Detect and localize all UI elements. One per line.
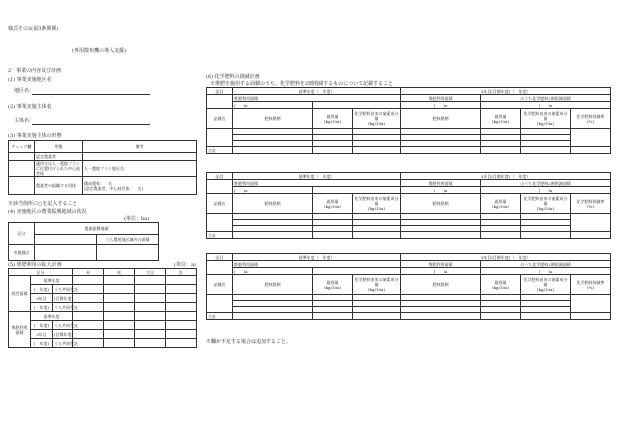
cell[interactable] (135, 339, 166, 348)
blank-cell (313, 187, 401, 194)
col-category: 形態 (35, 141, 83, 153)
cell[interactable] (73, 312, 104, 321)
year3-text: 3年目 (36, 331, 47, 337)
member-core-count: (認定農業者、中心経営体： 名) (84, 185, 144, 191)
compost-area-label: 堆肥利用面積 (233, 95, 401, 102)
cell (233, 147, 313, 154)
fertilizer-reduction-table-3 (206, 253, 611, 320)
compost-area-label: 堆肥利用面積 (233, 180, 401, 187)
cell[interactable] (135, 285, 166, 294)
amount-col (313, 194, 353, 214)
compost-area-label: 堆肥利用面積 (401, 261, 481, 268)
chem-n-col (353, 109, 401, 129)
reduction-rate-col (571, 109, 611, 129)
chem-unit: (kg/10a) (537, 287, 554, 292)
chem-n-col (521, 275, 571, 295)
cell (481, 313, 521, 320)
chem-n-col (353, 194, 401, 214)
group-compost-area: 堆肥利用面積 (9, 312, 31, 348)
amount-text: 施用量 (494, 279, 507, 285)
rate-input[interactable] (571, 295, 611, 313)
cell (481, 232, 521, 239)
fertilizer-reduction-table-1 (206, 87, 611, 154)
cell[interactable] (135, 294, 166, 303)
compost-area-label: 堆肥利用面積 (401, 180, 481, 187)
rate-unit: (%) (587, 284, 594, 290)
col-total: 計 (166, 269, 197, 276)
cell (233, 232, 313, 239)
cell[interactable] (166, 294, 197, 303)
amount-unit: (kg/10a) (492, 118, 509, 124)
check-cell-3[interactable] (9, 177, 35, 195)
col-farmland: うち農用地区域内の面積 (97, 235, 159, 245)
amount-col (313, 275, 353, 295)
reduce-area-label (481, 261, 611, 268)
compost-area-label: 堆肥利用面積 (401, 95, 481, 102)
cell (313, 232, 353, 239)
amount-unit: (kg/10a) (324, 284, 341, 290)
member-note (83, 177, 197, 195)
cell[interactable] (135, 330, 166, 339)
unit-ha: (単位：ha) (124, 216, 150, 222)
reduce-area-label (481, 180, 611, 187)
cell (353, 232, 401, 239)
check-cell-1[interactable] (9, 153, 35, 161)
area-input[interactable] (207, 180, 233, 194)
cell[interactable] (104, 276, 135, 285)
item-3-heading: (3) 事業実施主体の形態 (8, 133, 62, 139)
cell[interactable] (166, 303, 197, 312)
year3-header: 3年目(目標年度)（ 年度） (401, 173, 611, 180)
item-4-heading: (4) 実施地区の農業振興地域の状況 (8, 209, 87, 215)
amount-col (481, 194, 521, 214)
chem-n-col (521, 109, 571, 129)
cell[interactable] (166, 276, 197, 285)
reduce-area-text: 化学肥料2割削減面積 (532, 95, 571, 101)
cell (401, 232, 481, 239)
promotion-area-table (8, 222, 159, 261)
compost-area-value[interactable]: ( )a (401, 268, 481, 275)
cell (401, 313, 481, 320)
item-1-heading: (1) 事業実施地区名 (8, 77, 52, 83)
rate-unit: (%) (587, 118, 594, 124)
chem-unit: (kg/10a) (537, 206, 554, 211)
form-subtitle: (専用散布機の導入支援) (72, 48, 126, 54)
joint-label: うち共同受託 (54, 304, 78, 310)
amount-unit: (kg/10a) (324, 203, 341, 209)
cell[interactable] (166, 285, 197, 294)
variety-input[interactable] (207, 295, 233, 313)
cell (571, 147, 611, 154)
compost-expansion-table (8, 268, 197, 348)
col-kubun: 区分 (9, 223, 35, 245)
note-cell-1[interactable] (83, 153, 197, 161)
base-year-paren: ( 年度) (31, 285, 53, 294)
year3-header: 3年目(目標年度)（ 年度） (401, 254, 611, 261)
fert-brand-col: 肥料銘柄 (401, 194, 481, 214)
fert-brand-col: 肥料銘柄 (401, 109, 481, 129)
cell (571, 232, 611, 239)
reduce-area-text: 化学肥料2割削減面積 (532, 261, 571, 267)
amount-text: 施用量 (326, 113, 339, 119)
compost-area-label: 堆肥利用面積 (233, 261, 401, 268)
reduction-rate-col (571, 275, 611, 295)
base-year-paren: ( 年度) (31, 321, 53, 330)
cell (571, 313, 611, 320)
compost-area-value[interactable]: ( )a (233, 187, 313, 194)
promotion-total (35, 235, 97, 245)
area-col: 品目 (207, 88, 233, 95)
total-row-label: 合計 (207, 313, 233, 320)
fert-brand-col: 肥料銘柄 (233, 275, 313, 295)
col-check: チェック欄 (9, 141, 35, 153)
cell[interactable] (104, 321, 135, 330)
entity-field[interactable] (32, 124, 150, 125)
entity-label: 主体名： (14, 118, 35, 124)
check-cell-2[interactable] (9, 161, 35, 177)
cell (521, 232, 571, 239)
compost-area-value[interactable]: ( )a (401, 102, 481, 109)
chem-text: 化学肥料由来の窒素成分量 (354, 277, 399, 287)
type-certified: 認定農業者 (35, 153, 83, 161)
cell (353, 313, 401, 320)
cell (401, 147, 481, 154)
amount-text: 施用量 (494, 198, 507, 204)
amount-text: 施用量 (494, 113, 507, 119)
chem-text: 化学肥料由来の窒素成分量 (523, 111, 568, 121)
joint-label: うち共同受託 (54, 322, 78, 328)
compost-area-value[interactable]: ( )a (401, 187, 481, 194)
variety-input[interactable] (207, 214, 233, 232)
variety-input[interactable] (207, 129, 233, 147)
amount-col (481, 275, 521, 295)
section-title: 2 事業の内容及び計画 (8, 68, 62, 74)
reduce-area-text: 化学肥料2割削減面積 (532, 180, 571, 186)
year3-label (31, 330, 53, 339)
col-note: 備考 (83, 141, 197, 153)
rate-text: 化学肥料削減率 (576, 198, 605, 204)
variety-col: 品種名 (207, 275, 233, 295)
compost-area-value[interactable]: ( )a (233, 268, 313, 275)
cell (481, 147, 521, 154)
cell[interactable] (73, 276, 104, 285)
cell[interactable] (135, 321, 166, 330)
reduce-area-value[interactable]: ( )a (481, 268, 611, 275)
rate-input[interactable] (571, 129, 611, 147)
cell[interactable] (104, 330, 135, 339)
chem-text: 化学肥料由来の窒素成分量 (523, 277, 568, 287)
chem-n-col (353, 275, 401, 295)
chem-text: 化学肥料由来の窒素成分量 (354, 196, 399, 206)
reduce-area-value[interactable]: ( )a (481, 102, 611, 109)
amount-text: 施用量 (326, 198, 339, 204)
variety-col: 品種名 (207, 109, 233, 129)
entity-type-table (8, 140, 197, 195)
section-6-heading: (6) 化学肥料の削減計画 (206, 74, 260, 80)
amount-col (481, 109, 521, 129)
type-core: 適用又は人・農地プランに位置付けられた中心経営体 (35, 161, 83, 177)
reduce-prefix: のうち (520, 261, 533, 267)
cell (521, 313, 571, 320)
total-row-label: 合計 (207, 232, 233, 239)
cell (521, 147, 571, 154)
cell (313, 313, 353, 320)
rate-text: 化学肥料削減率 (576, 279, 605, 285)
amount-text: 施用量 (326, 279, 339, 285)
reduce-area-value[interactable]: ( )a (481, 187, 611, 194)
year3-text: 3年目 (36, 295, 47, 301)
chem-unit: (kg/10a) (368, 287, 385, 292)
amount-unit: (kg/10a) (324, 118, 341, 124)
cell (233, 313, 313, 320)
group-managed-area: 経営面積 (9, 276, 31, 312)
chem-text: 化学肥料由来の窒素成分量 (523, 196, 568, 206)
cell[interactable] (135, 312, 166, 321)
chem-text: 化学肥料由来の窒素成分量 (354, 111, 399, 121)
cell (353, 147, 401, 154)
unit-a: (単位：a) (174, 262, 196, 268)
rate-unit: (%) (587, 203, 594, 209)
cell[interactable] (166, 312, 197, 321)
chem-unit: (kg/10a) (368, 206, 385, 211)
plan-district-note: 人・農地プラン地区名： (83, 161, 197, 177)
farmland-value[interactable] (97, 245, 159, 261)
area-input[interactable] (207, 95, 233, 109)
variety-col: 品種名 (207, 194, 233, 214)
section-6-note: ※堆肥を施用する面積のうち、化学肥料を2割削減するものについて記載すること (210, 81, 394, 87)
cell[interactable] (135, 276, 166, 285)
cell[interactable] (73, 294, 104, 303)
area-col: 品目 (207, 254, 233, 261)
item-2-heading: (2) 事業実施主体名 (8, 104, 52, 110)
rate-text: 化学肥料削減率 (576, 113, 605, 119)
fertilizer-reduction-table-2 (206, 172, 611, 239)
reduce-prefix: のうち (520, 180, 533, 186)
base-year-header: 基準年度（ 年度） (233, 254, 401, 261)
amount-col (313, 109, 353, 129)
cell[interactable] (104, 285, 135, 294)
check-note: ※該当箇所に○を記入すること (8, 201, 78, 207)
fert-brand-col: 肥料銘柄 (233, 194, 313, 214)
blank-cell (313, 102, 401, 109)
type-group: 農業者の組織する団体 (35, 177, 83, 195)
base-year-label: 基準年度 (31, 312, 73, 321)
col-soy: 大豆 (135, 269, 166, 276)
chem-unit: (kg/10a) (537, 121, 554, 126)
district-field[interactable] (32, 94, 150, 95)
form-number: 様式その2(第3条関係) (8, 26, 59, 32)
item-5-heading: (5) 堆肥利用の拡大計画 (8, 262, 62, 268)
cell[interactable] (104, 303, 135, 312)
cell[interactable] (73, 330, 104, 339)
member-count: 構成農家： 名 (84, 180, 112, 186)
cell[interactable] (166, 339, 197, 348)
base-year-label: 基準年度 (31, 276, 73, 285)
cell[interactable] (104, 312, 135, 321)
year3-target: (目標年度) (54, 331, 74, 337)
fert-brand-col: 肥料銘柄 (233, 109, 313, 129)
chem-n-col (521, 194, 571, 214)
row-district: 実施地区 (9, 245, 35, 261)
year3-paren: ( 年度) (31, 303, 53, 312)
year3-label (31, 294, 53, 303)
year3-paren: ( 年度) (31, 339, 53, 348)
reduce-area-label (481, 95, 611, 102)
col-rice: 米 (73, 269, 104, 276)
cell[interactable] (135, 303, 166, 312)
joint-label: うち共同受託 (54, 340, 78, 346)
year3-header: 3年目(目標年度)（ 年度） (401, 88, 611, 95)
cell[interactable] (166, 321, 197, 330)
cell[interactable] (166, 330, 197, 339)
rate-input[interactable] (571, 214, 611, 232)
reduce-prefix: のうち (520, 95, 533, 101)
footer-note: ※欄が不足する場合は追加すること。 (206, 339, 292, 345)
col-wheat: 麦 (104, 269, 135, 276)
year3-target: (目標年度) (54, 295, 74, 301)
cell (313, 147, 353, 154)
base-year-header: 基準年度（ 年度） (233, 173, 401, 180)
blank-cell (313, 268, 401, 275)
area-col: 品目 (207, 173, 233, 180)
cell[interactable] (104, 339, 135, 348)
col-promotion: 農業振興地域 (35, 223, 159, 235)
amount-unit: (kg/10a) (492, 284, 509, 290)
col-kubun-5: 区分 (9, 269, 73, 276)
reduction-rate-col (571, 194, 611, 214)
amount-unit: (kg/10a) (492, 203, 509, 209)
area-input[interactable] (207, 261, 233, 275)
chem-unit: (kg/10a) (368, 121, 385, 126)
compost-area-value[interactable]: ( )a (233, 102, 313, 109)
total-row-label: 合計 (207, 147, 233, 154)
joint-label: うち共同受託 (54, 286, 78, 292)
district-label: 地区名： (14, 88, 35, 94)
cell[interactable] (104, 294, 135, 303)
base-year-header: 基準年度（ 年度） (233, 88, 401, 95)
fert-brand-col: 肥料銘柄 (401, 275, 481, 295)
promotion-value[interactable] (35, 245, 97, 261)
